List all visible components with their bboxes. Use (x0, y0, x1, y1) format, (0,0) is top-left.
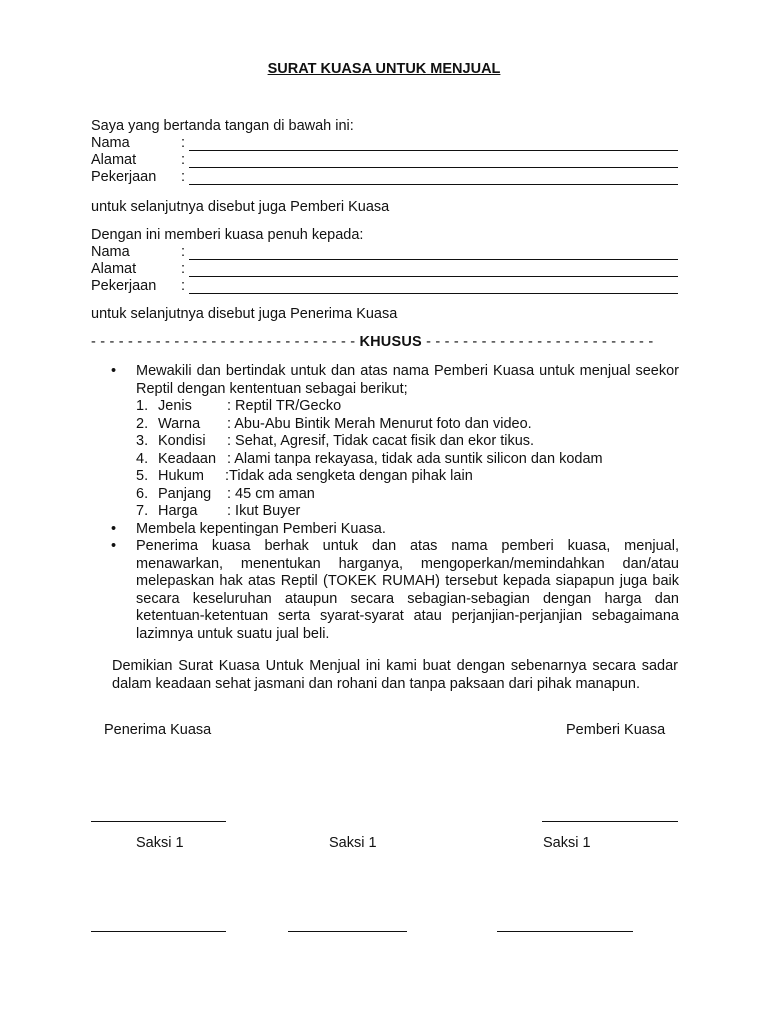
term-item (136, 451, 679, 469)
term-number: 2. (136, 415, 149, 432)
grantor-name-field[interactable] (91, 135, 678, 152)
grantor-signature-line[interactable] (542, 821, 678, 822)
blank-line (189, 184, 678, 185)
field-label: Nama (91, 135, 130, 151)
grantee-caption: untuk selanjutnya disebut juga Penerima Kuasa (91, 306, 398, 322)
term-item (136, 468, 679, 486)
bullet-icon: • (111, 363, 117, 379)
term-key: Hukum (158, 468, 204, 484)
grantee-signature-line[interactable] (91, 821, 226, 822)
blank-line (189, 276, 678, 277)
witness-2-label: Saksi 1 (329, 835, 377, 851)
grant-statement: Dengan ini memberi kuasa penuh kepada: (91, 227, 364, 243)
witness-3-signature-line[interactable] (497, 931, 633, 932)
grantee-name-field[interactable] (91, 244, 678, 261)
clause-rights (91, 538, 679, 643)
intro-text: Saya yang bertanda tangan di bawah ini: (91, 118, 354, 134)
field-colon: : (181, 169, 186, 185)
grantor-occupation-field[interactable] (91, 169, 678, 186)
term-value: :Tidak ada sengketa dengan pihak lain (225, 468, 473, 484)
blank-line (189, 167, 678, 168)
clause-represent (91, 363, 679, 521)
clause-text: Mewakili dan bertindak untuk dan atas nama Pemberi Kuasa untuk menjual seekor Reptil dengan kententuan sebagai berikut; (136, 363, 679, 397)
term-number: 5. (136, 468, 149, 484)
field-colon: : (181, 278, 186, 294)
khusus-divider (91, 334, 678, 350)
field-label: Alamat (91, 152, 137, 168)
terms-list (136, 398, 679, 521)
grantee-address-field[interactable] (91, 261, 678, 278)
term-number: 4. (136, 450, 149, 467)
divider-dashes-left: - - - - - - - - - - - - - - - - - - - - - - - - - - - - - (91, 334, 356, 350)
term-key: Keadaan (158, 450, 217, 467)
clause-list (91, 363, 679, 643)
field-colon: : (181, 152, 186, 168)
grantee-signature-label: Penerima Kuasa (104, 722, 212, 738)
bullet-icon: • (111, 520, 117, 537)
term-number: 6. (136, 485, 149, 502)
witness-1-signature-line[interactable] (91, 931, 226, 932)
blank-line (189, 293, 678, 294)
witness-2-signature-line[interactable] (288, 931, 407, 932)
term-key: Panjang (158, 485, 212, 502)
term-number: 1. (136, 398, 149, 414)
term-number: 7. (136, 503, 149, 519)
closing-paragraph: Demikian Surat Kuasa Untuk Menjual ini kami buat dengan sebenarnya secara sadar dalam keadaan sehat jasmani dan rohani dan tanpa paksaan dari pihak manapun. (112, 658, 678, 692)
term-number: 3. (136, 433, 149, 449)
clause-text: Membela kepentingan Pemberi Kuasa. (136, 520, 386, 537)
grantor-address-field[interactable] (91, 152, 678, 169)
field-label: Nama (91, 244, 130, 260)
grantor-signature-label: Pemberi Kuasa (566, 722, 666, 738)
term-key: Warna (158, 415, 201, 432)
term-item (136, 433, 679, 451)
witness-1-label: Saksi 1 (136, 835, 184, 851)
term-key: Harga (158, 503, 198, 519)
term-item (136, 416, 679, 434)
term-item (136, 398, 679, 416)
khusus-label: KHUSUS (359, 334, 422, 350)
term-value: : Alami tanpa rekayasa, tidak ada suntik silicon dan kodam (227, 450, 603, 467)
grantor-caption: untuk selanjutnya disebut juga Pemberi Kuasa (91, 199, 390, 215)
field-label: Pekerjaan (91, 278, 157, 294)
field-label: Alamat (91, 261, 137, 277)
witness-3-label: Saksi 1 (543, 835, 591, 851)
clause-defend (91, 521, 679, 539)
grantee-occupation-field[interactable] (91, 278, 678, 295)
term-value: : 45 cm aman (227, 485, 315, 502)
term-value: : Sehat, Agresif, Tidak cacat fisik dan ekor tikus. (227, 433, 535, 449)
term-value: : Ikut Buyer (227, 503, 301, 519)
field-label: Pekerjaan (91, 169, 157, 185)
term-value: : Reptil TR/Gecko (227, 398, 342, 414)
field-colon: : (181, 135, 186, 151)
clause-text: Penerima kuasa berhak untuk dan atas nama pemberi kuasa, menjual, menawarkan, menentukan harganya, mengoperkan/memindahkan dan/atau melepaskan hak atas Reptil (TOKEK RUMAH) tersebut kepada siapapun juga baik secara keseluruhan ataupun secara sebagian-sebagian dengan harga dan ketentuan-ketentuan serta syarat-syarat atau perjanjian-perjanjian sebagaimana lazimnya untuk suatu jual beli. (136, 538, 679, 642)
document-title: SURAT KUASA UNTUK MENJUAL (267, 61, 501, 77)
term-key: Kondisi (158, 433, 206, 449)
term-item (136, 503, 679, 521)
divider-dashes-right: - - - - - - - - - - - - - - - - - - - - - - - - - (426, 334, 654, 350)
term-key: Jenis (158, 398, 192, 414)
field-colon: : (181, 244, 186, 260)
field-colon: : (181, 261, 186, 277)
blank-line (189, 150, 678, 151)
blank-line (189, 259, 678, 260)
term-item (136, 486, 679, 504)
term-value: : Abu-Abu Bintik Merah Menurut foto dan video. (227, 415, 532, 432)
bullet-icon: • (111, 538, 117, 554)
